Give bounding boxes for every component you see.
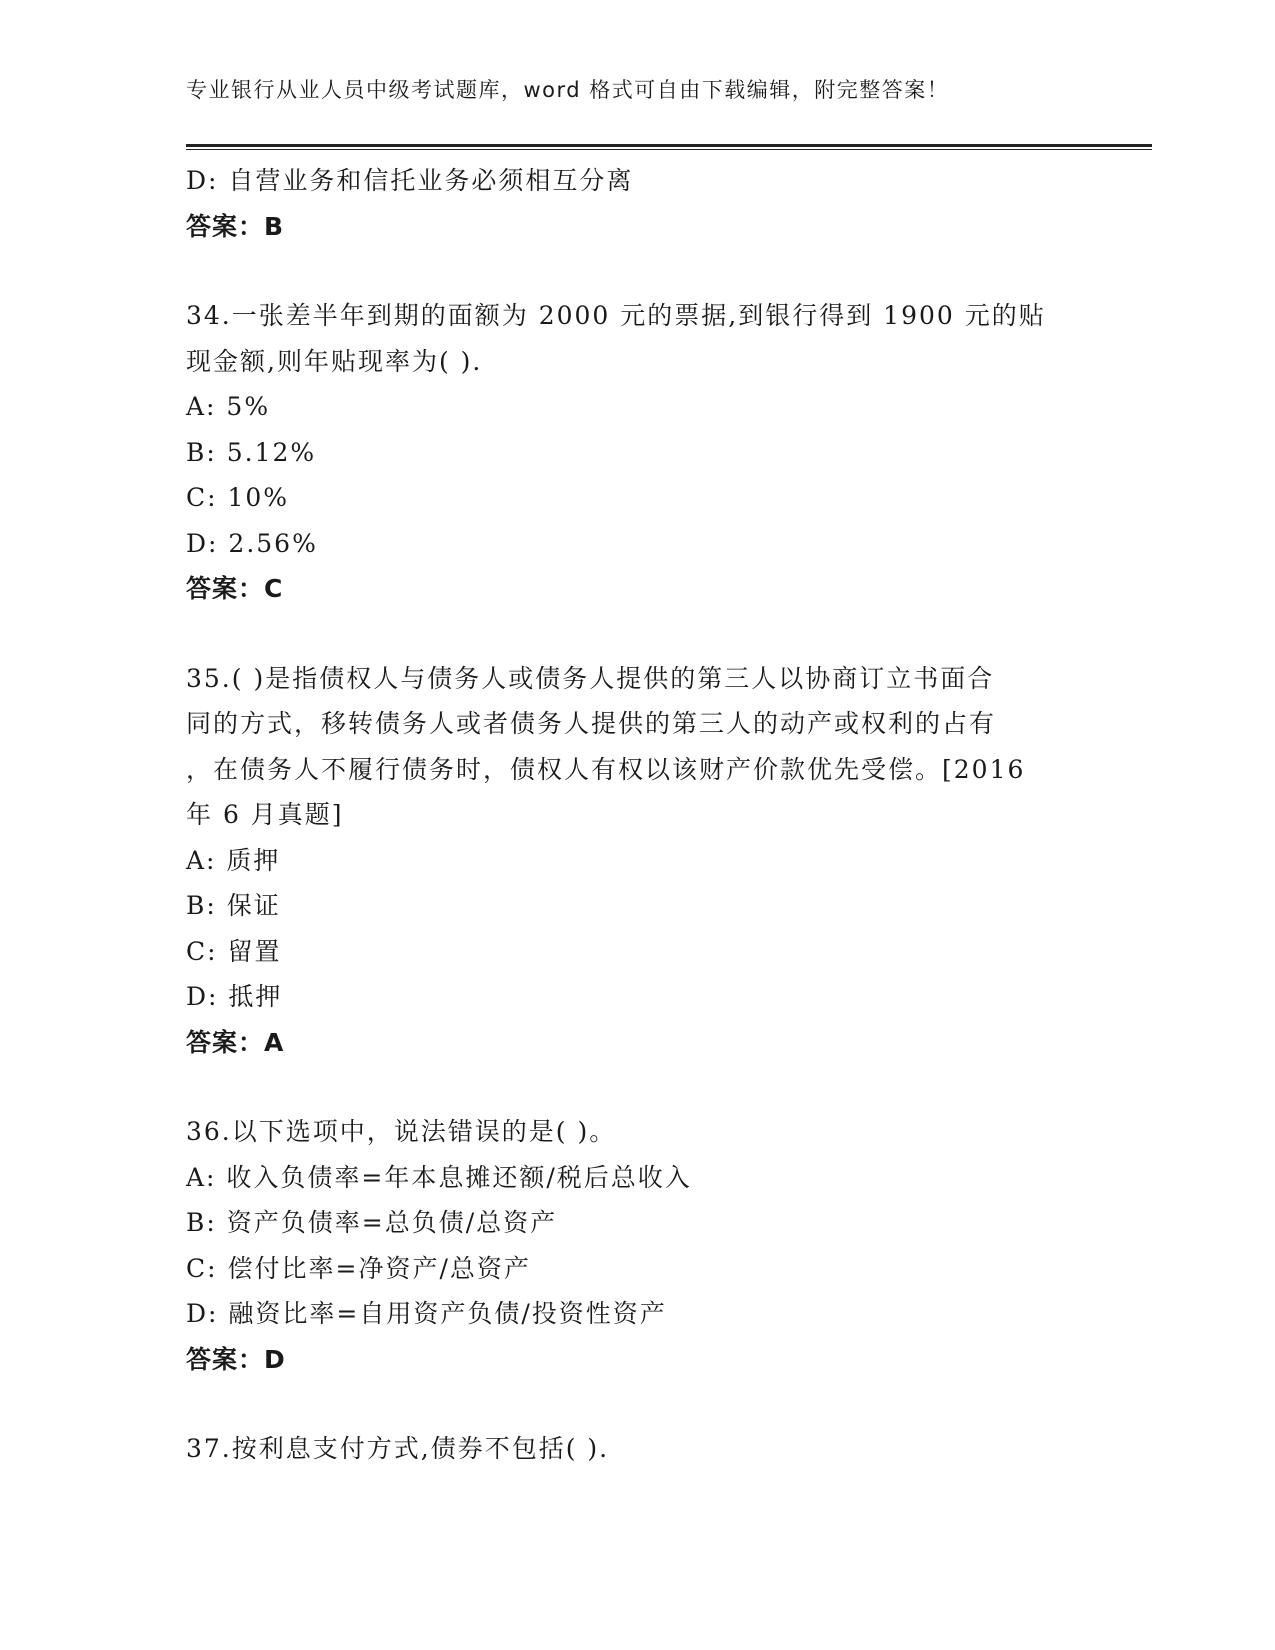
answer-line: 答案：D — [186, 1344, 286, 1374]
option-line: B: 保证 — [186, 891, 281, 920]
question-block — [186, 1426, 1086, 1472]
question-text: 34.一张差半年到期的面额为 2000 元的票据,到银行得到 1900 元的贴 — [186, 301, 1046, 330]
option-line: D: 自营业务和信托业务必须相互分离 — [186, 166, 634, 195]
question-text: 37.按利息支付方式,债券不包括( ). — [186, 1434, 610, 1463]
question-text: 同的方式，移转债务人或者债务人提供的第三人的动产或权利的占有 — [186, 709, 997, 738]
option-line: A: 质押 — [186, 845, 281, 875]
option-line: D: 2.56% — [186, 528, 318, 558]
answer-line: 答案：B — [186, 211, 285, 241]
answer-line: 答案：C — [186, 574, 284, 603]
question-text: 36.以下选项中，说法错误的是( )。 — [186, 1117, 617, 1146]
option-line: A: 收入负债率=年本息摊还额/税后总收入 — [186, 1162, 692, 1192]
option-line: C: 留置 — [186, 936, 282, 966]
option-line: C: 偿付比率=净资产/总资产 — [186, 1253, 531, 1283]
question-block — [186, 1109, 1086, 1382]
question-block — [186, 293, 1086, 612]
option-line: D: 融资比率=自用资产负债/投资性资产 — [186, 1299, 667, 1328]
page-header: 专业银行从业人员中级考试题库，word 格式可自由下载编辑，附完整答案！ — [186, 78, 950, 102]
question-text: 35.( )是指债权人与债务人或债务人提供的第三人以协商订立书面合 — [186, 663, 995, 693]
question-block — [186, 656, 1086, 1066]
question-text: 现金额,则年贴现率为( ). — [186, 346, 483, 376]
answer-line: 答案：A — [186, 1027, 285, 1057]
header-divider — [186, 144, 1152, 147]
option-line: B: 资产负债率=总负债/总资产 — [186, 1208, 558, 1237]
option-line: C: 10% — [186, 483, 290, 512]
option-line: A: 5% — [186, 392, 271, 421]
question-text: ，在债务人不履行债务时，债权人有权以该财产价款优先受偿。[2016 — [186, 754, 1026, 784]
question-block — [186, 158, 1086, 249]
document-body — [186, 158, 1086, 1472]
option-line: B: 5.12% — [186, 437, 317, 467]
question-text: 年 6 月真题] — [186, 800, 344, 829]
option-line: D: 抵押 — [186, 982, 283, 1011]
